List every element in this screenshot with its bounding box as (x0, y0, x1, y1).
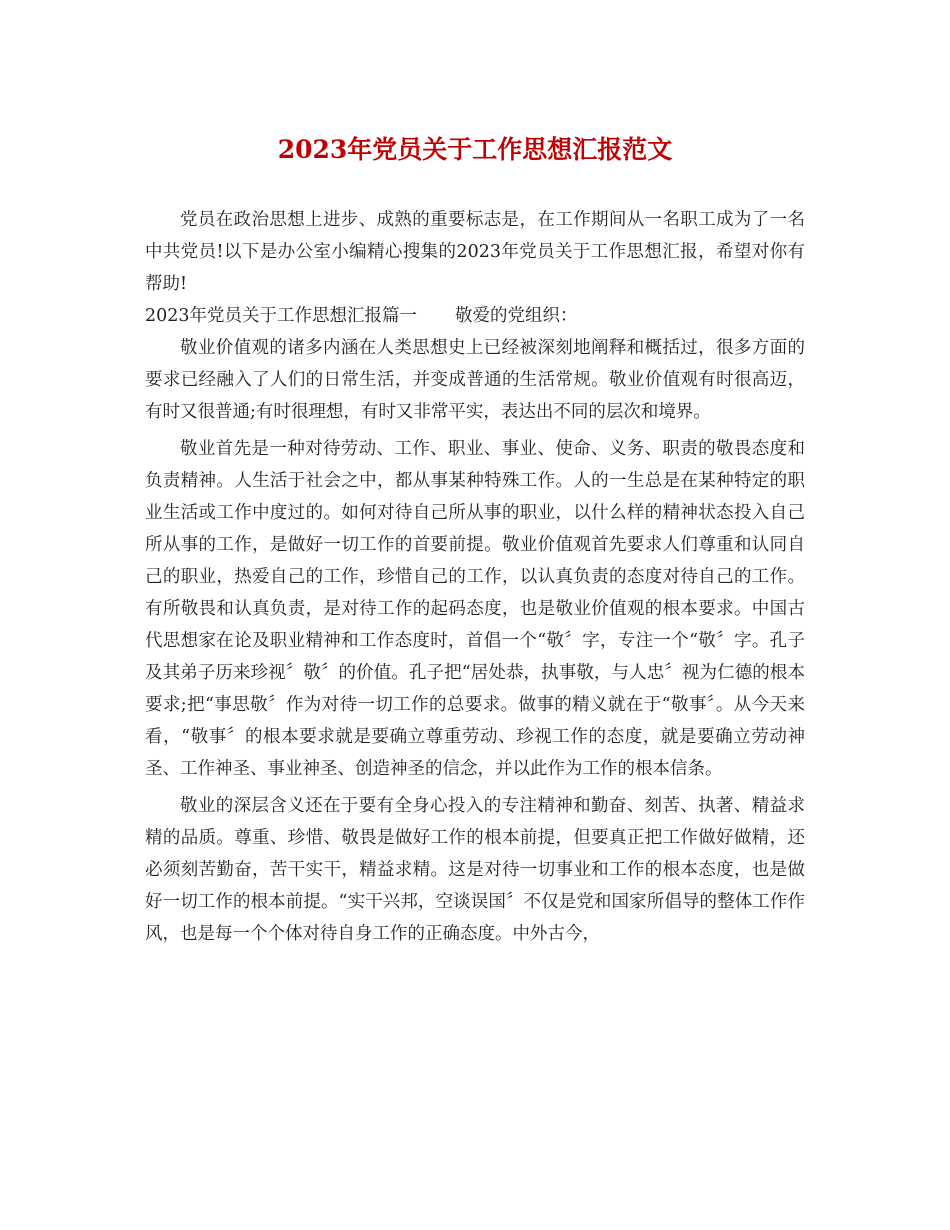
body-paragraph-3: 敬业的深层含义还在于要有全身心投入的专注精神和勤奋、刻苦、执著、精益求精的品质。尊重、珍惜、敬畏是做好工作的根本前提，但要真正把工作做好做精，还必须刻苦勤奋，苦干实干，精益求精。这是对待一切事业和工作的根本态度，也是做好一切工作的根本前提。“实干兴邦，空谈误国〞不仅是党和国家所倡导的整体工作作风，也是每一个个体对待自身工作的正确态度。中外古今， (145, 796, 805, 944)
body-paragraph-1: 敬业价值观的诸多内涵在人类思想史上已经被深刻地阐释和概括过，很多方面的要求已经融入了人们的日常生活，并变成普通的生活常规。敬业价值观有时很高迈，有时又很普通;有时很理想，有时又非常平实，表达出不同的层次和境界。 (145, 338, 805, 422)
intro-paragraph: 党员在政治思想上进步、成熟的重要标志是，在工作期间从一名职工成为了一名中共党员!以下是办公室小编精心搜集的2023年党员关于工作思想汇报，希望对你有帮助! (145, 210, 805, 294)
section-heading: 2023年党员关于工作思想汇报篇一 (145, 306, 418, 326)
document-title: 2023年党员关于工作思想汇报范文 (277, 135, 673, 164)
document-body (145, 204, 805, 950)
section-heading-line (145, 300, 805, 332)
body-paragraph-2: 敬业首先是一种对待劳动、工作、职业、事业、使命、义务、职责的敬畏态度和负责精神。人生活于社会之中，都从事某种特殊工作。人的一生总是在某种特定的职业生活或工作中度过的。如何对待自己所从事的职业，以什么样的精神状态投入自己所从事的工作，是做好一切工作的首要前提。敬业价值观首先要求人们尊重和认同自己的职业，热爱自己的工作，珍惜自己的工作，以认真负责的态度对待自己的工作。有所敬畏和认真负责，是对待工作的起码态度，也是敬业价值观的根本要求。中国古代思想家在论及职业精神和工作态度时，首倡一个“敬〞字，专注一个“敬〞字。孔子及其弟子历来珍视〞敬〞的价值。孔子把“居处恭，执事敬，与人忠〞视为仁德的根本要求;把“事思敬〞作为对待一切工作的总要求。做事的精义就在于“敬事〞。从今天来看，“敬事〞的根本要求就是要确立尊重劳动、珍视工作的态度，就是要确立劳动神圣、工作神圣、事业神圣、创造神圣的信念，并以此作为工作的根本信条。 (145, 439, 805, 779)
salutation: 敬爱的党组织： (455, 306, 578, 326)
